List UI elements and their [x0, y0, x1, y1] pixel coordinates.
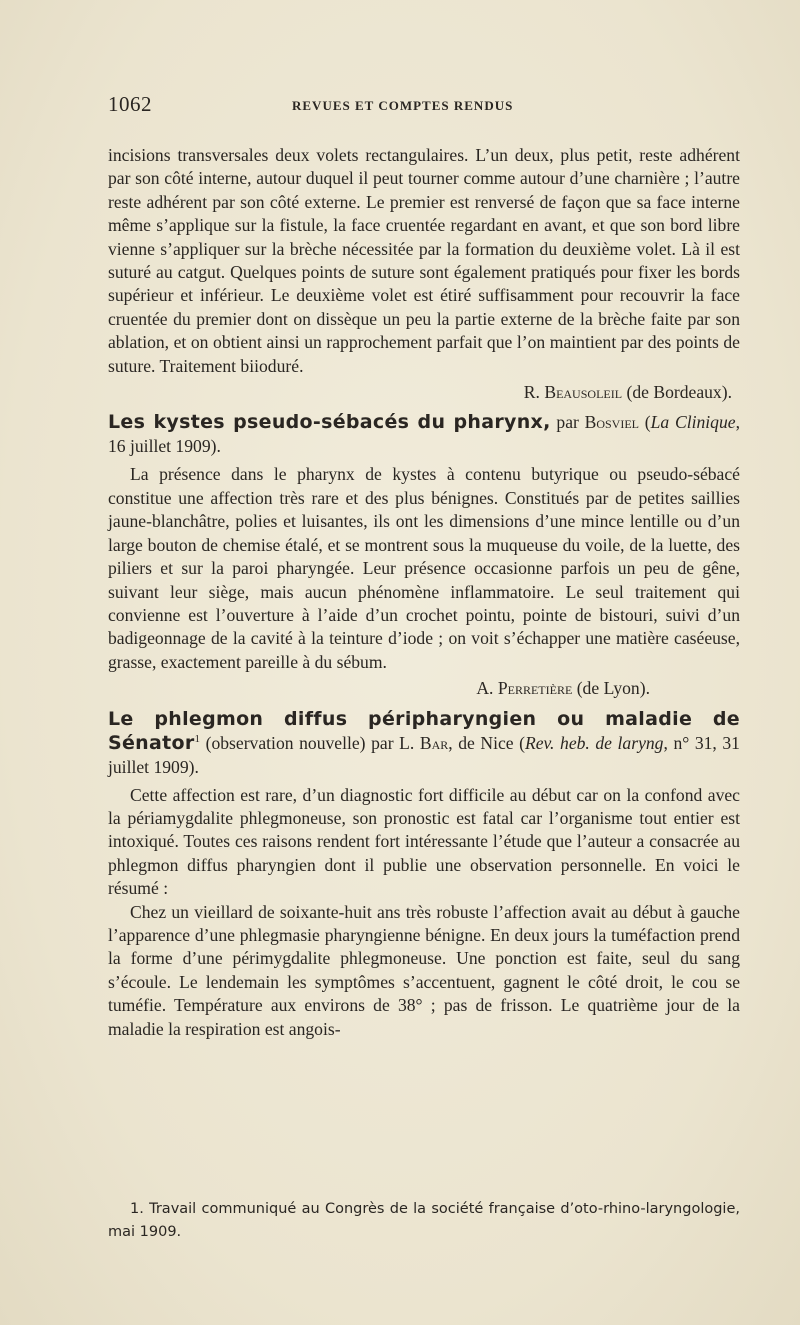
page-number: 1062 [108, 92, 152, 116]
article1-continuation: incisions transversales deux volets rectangulaires. L’un deux, plus petit, reste adhérent par son côté interne, autour duquel il peut tourner comme autour d’une charnière ; l’autre reste adhérent par son côté externe. Le premier est renversé de façon que sa face interne même s’applique sur la fistule, la face cruentée regardant en avant, et que son bord libre vienne s’appliquer sur la brèche nécessitée par la formation du deuxième volet. Là il est suturé au catgut. Quelques points de suture sont également pratiqués pour fixer les bords supérieur et inférieur. Le deuxième volet est étiré suffisamment pour recouvrir la face cruentée du premier dont on dissèque un peu la partie externe de la brèche faite par son ablation, et on obtient ainsi un rapprochement parfait que l’on maintient par des points de suture. Traitement biioduré. [108, 145, 740, 376]
article2-journal: La Clinique [650, 412, 736, 433]
article3-paragraph-1: Cette affection est rare, d’un diagnostic fort difficile au début car on la confond avec la périamygdalite phlegmoneuse, son pronostic est fatal car l’organisme tout entier est intoxiqué. Toutes ces raisons rendent fort intéressante l’étude que l’auteur a consacrée au phlegmon diffus pharyngien dont il publie une observation personnelle. En voici le résumé : [108, 784, 740, 899]
article2-signature: A. Perretière (de Lyon). [476, 678, 650, 699]
article3-paragraph-2: Chez un vieillard de soixante-huit ans très robuste l’affection avait au début à gauche l’apparence d’une phlegmasie pharyngienne bénigne. En deux jours la tuméfaction prend la forme d’une périmygdalite phlegmoneuse. Une ponction est faite, seul du sang s’écoule. Le lendemain les symptômes s’accentuent, gagnent le côté droit, le cou se tuméfie. Température aux environs de 38° ; pas de frisson. Le quatrième jour de la maladie la respiration est angois- [108, 901, 740, 1039]
article3-journal: Rev. heb. de laryng [525, 732, 664, 753]
footnote-text: 1. Travail communiqué au Congrès de la société française d’oto-rhino-laryngologie, mai 1909. [108, 1201, 740, 1240]
article2-heading: Les kystes pseudo-sébacés du pharynx, par Bosviel (La Clinique, 16 juillet 1909). [108, 411, 740, 457]
article2-body: La présence dans le pharynx de kystes à contenu butyrique ou pseudo-sébacé constitue une affection très rare et des plus bénignes. Constitués par de petites saillies jaune-blanchâtre, polies et luisantes, ils ont les dimensions d’une mince lentille ou d’un large bouton de chemise étalé, et se montrent sous la muqueuse du voile, de la luette, des piliers et sur la paroi pharyngée. Leur présence occasionne parfois un peu de gêne, suivant leur siège, mais aucun phénomène inflammatoire. Le seul traitement qui convienne est l’ouverture à l’aide d’un crochet pointu, pointe de bistouri, suivi d’un badigeonnage de la cavité à la teinture d’iode ; on voit s’échapper une matière caséeuse, grasse, exactement pareille à du sébum. [108, 464, 740, 672]
article3-author: Bar [419, 732, 449, 753]
article2-author: Bosviel [584, 412, 640, 433]
article2-title: Les kystes pseudo-sébacés du pharynx, [108, 411, 551, 434]
page-header [108, 92, 740, 124]
article1-signature: R. Beausoleil (de Bordeaux). [523, 382, 732, 403]
article3-title: Le phlegmon diffus péripharyngien ou maladie de Sénator [108, 707, 740, 754]
page-body [108, 144, 740, 1041]
signature-name: Beausoleil [544, 382, 623, 403]
running-title: REVUES ET COMPTES RENDUS [292, 98, 514, 113]
footnote [108, 1198, 740, 1244]
signature-name: Perretière [497, 678, 573, 699]
footnote-marker: 1 [194, 732, 201, 745]
article3-heading: Le phlegmon diffus péripharyngien ou maladie de Sénator$^1$ (observation nouvelle) par L. Bar, de Nice (Rev. heb. de laryng, n° 31, 31 juillet 1909). [108, 707, 740, 777]
